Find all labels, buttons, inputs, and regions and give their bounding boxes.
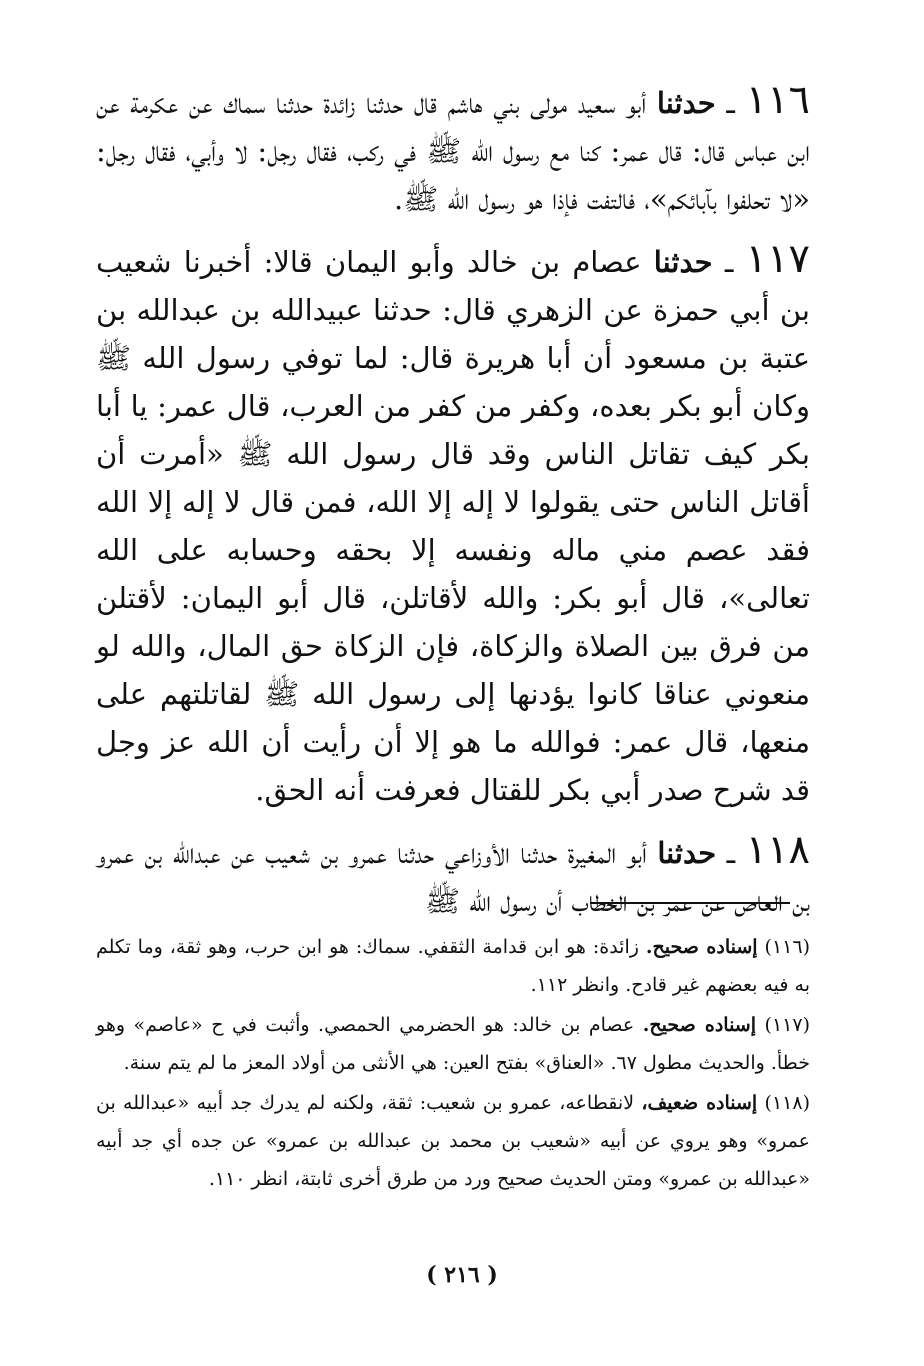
footnote-label: إسناده صحيح. bbox=[642, 1014, 757, 1036]
page-number: ( ٢١٦ ) bbox=[426, 1262, 498, 1288]
hadith-number: ١١٨ bbox=[745, 827, 811, 873]
hadith-text: أبو سعيد مولى بني هاشم قال حدثنا زائدة حدثنا سماك عن عكرمة عن ابن عباس قال: قال عمر: كنا مع رسول الله ﷺ في ركب، فقال رجل: لا وأبي، فقال رجل: «لا تحلفوا بآبائكم»، فالتفت فإذا هو رسول الله ﷺ. bbox=[96, 86, 810, 216]
footnote-117 bbox=[96, 1006, 810, 1082]
footnote-116 bbox=[96, 928, 810, 1004]
hadith-opening: حدثنا bbox=[653, 245, 713, 279]
footnote-text: لانقطاعه، عمرو بن شعيب: ثقة، ولكنه لم يدرك جد أبيه «عبدالله بن عمرو» وهو يروي عن أبيه «شعيب بن محمد بن عبدالله بن عمرو» عن جده أي جد أبيه «عبدالله بن عمرو» ومتن الحديث صحيح ورد من طرق أخرى ثابتة، انظر ١١٠. bbox=[96, 1092, 810, 1190]
hadith-118 bbox=[96, 826, 810, 925]
hadith-separator: ـ bbox=[724, 245, 734, 279]
footnote-ref: (١١٨) bbox=[764, 1092, 810, 1114]
hadith-text: عصام بن خالد وأبو اليمان قالا: أخبرنا شعيب بن أبي حمزة عن الزهري قال: حدثنا عبيدالله بن عبدالله بن عتبة بن مسعود أن أبا هريرة قال: لما توفي رسول الله ﷺ وكان أبو بكر بعده، وكفر من كفر من العرب، قال عمر: يا أبا بكر كيف تقاتل الناس وقد قال رسول الله ﷺ «أمرت أن أقاتل الناس حتى يقولوا لا إله إلا الله، فمن قال لا إله إلا الله فقد عصم مني ماله ونفسه إلا بحقه وحسابه على الله تعالى»، قال أبو بكر: والله لأقاتلن، قال أبو اليمان: لأقتلن من فرق بين الصلاة والزكاة، فإن الزكاة حق المال، والله لو منعوني عناقا كانوا يؤدنها إلى رسول الله ﷺ لقاتلتهم على منعها، قال عمر: فوالله ما هو إلا أن رأيت أن الله عز وجل قد شرح صدر أبي بكر للقتال فعرفت أنه الحق. bbox=[96, 245, 810, 807]
hadith-116 bbox=[96, 76, 810, 223]
hadith-number: ١١٧ bbox=[745, 236, 810, 282]
hadith-opening: حدثنا bbox=[657, 836, 717, 870]
hadith-number: ١١٦ bbox=[745, 77, 811, 123]
footnote-divider bbox=[590, 902, 790, 904]
hadith-text: أبو المغيرة حدثنا الأوزاعي حدثنا عمرو بن شعيب عن عبدالله بن عمرو بن العاص عن عمر بن الخطاب أن رسول الله ﷺ bbox=[96, 836, 810, 918]
hadith-117 bbox=[96, 235, 810, 814]
hadith-separator: ـ bbox=[726, 86, 735, 120]
footnote-label: إسناده ضعيف، bbox=[641, 1092, 758, 1114]
hadith-separator: ـ bbox=[726, 836, 736, 870]
footnote-label: إسناده صحيح. bbox=[645, 936, 758, 958]
footnote-text: عصام بن خالد: هو الحضرمي الحمصي. وأثبت في ح «عاصم» وهو خطأ. والحديث مطول ٦٧. «العناق» بفتح العين: هي الأنثى من أولاد المعز ما لم يتم سنة. bbox=[96, 1014, 810, 1074]
footnotes bbox=[96, 928, 810, 1200]
main-text bbox=[96, 76, 810, 937]
footnote-ref: (١١٦) bbox=[764, 936, 810, 958]
footnote-text: زائدة: هو ابن قدامة الثقفي. سماك: هو ابن حرب، وهو ثقة، وما تكلم به فيه بعضهم غير قادح. وانظر ١١٢. bbox=[96, 936, 810, 996]
hadith-opening: حدثنا bbox=[656, 86, 716, 120]
footnote-ref: (١١٧) bbox=[764, 1014, 810, 1036]
footnote-118 bbox=[96, 1084, 810, 1198]
